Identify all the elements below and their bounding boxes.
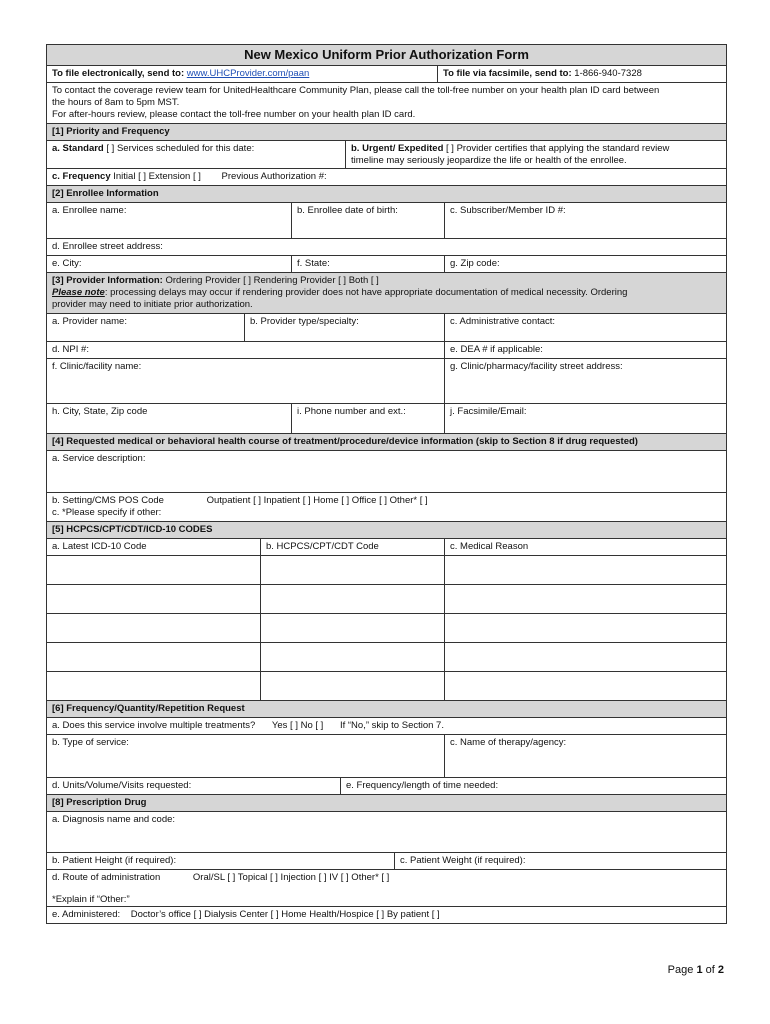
fax-email-field[interactable]: j. Facsimile/Email: [444,404,726,433]
note-label: Please note [52,287,105,298]
hcpcs-input[interactable] [260,556,444,584]
administered-label: e. Administered: [52,909,121,920]
route-label: d. Route of administration [52,872,161,883]
admin-contact-field[interactable]: c. Administrative contact: [444,314,726,341]
explain-other-label: *Explain if “Other:” [52,894,130,905]
section-3-heading-row [47,272,726,313]
fax-submission [437,66,726,82]
page-of: of [705,964,715,976]
administered-options: Doctor’s office [ ] Dialysis Center [ ] Home Health/Hospice [ ] By patient [ ] [130,909,440,920]
icd-column-header: a. Latest ICD-10 Code [52,541,147,552]
icd-input[interactable] [47,556,260,584]
enrollee-street-row [47,238,726,255]
urgent-text-1: [ ] Provider certifies that applying the standard review [446,143,670,154]
standard-field[interactable] [47,141,345,168]
diagnosis-row [47,811,726,852]
administered-field[interactable] [47,907,726,923]
page-total: 2 [717,964,724,976]
frequency-row [47,168,726,185]
provider-contact-row [47,403,726,433]
contact-info [47,83,726,123]
reason-input[interactable] [444,585,726,613]
route-field[interactable] [47,870,726,906]
member-id-field[interactable]: c. Subscriber/Member ID #: [444,203,726,238]
enrollee-city-field[interactable]: e. City: [52,258,82,269]
codes-row [47,642,726,671]
administered-row [47,906,726,923]
multiple-note: If “No,” skip to Section 7. [339,720,444,731]
route-options: Oral/SL [ ] Topical [ ] Injection [ ] IV [ ] Other* [ ] [192,872,390,883]
provider-name-field[interactable]: a. Provider name: [52,316,127,327]
setting-options: Outpatient [ ] Inpatient [ ] Home [ ] Office [ ] Other* [ ] [206,495,428,506]
enrollee-state-field[interactable]: f. State: [291,256,444,272]
frequency-needed-field[interactable]: e. Frequency/length of time needed: [340,778,726,794]
height-field[interactable]: b. Patient Height (if required): [52,855,177,866]
multiple-question: a. Does this service involve multiple treatments? [52,720,256,731]
codes-row [47,555,726,584]
dea-field[interactable]: e. DEA # if applicable: [444,342,726,358]
frequency-options: Initial [ ] Extension [ ] [113,171,201,182]
service-description-field[interactable]: a. Service description: [52,453,146,464]
contact-row [47,82,726,123]
section-8-heading: [8] Prescription Drug [47,795,726,811]
setting-row [47,492,726,521]
setting-field[interactable] [47,493,726,521]
section-5-heading-row [47,521,726,538]
therapy-name-field[interactable]: c. Name of therapy/agency: [444,735,726,777]
codes-row [47,584,726,613]
provider-role-options[interactable]: Ordering Provider [ ] Rendering Provider [ ] Both [ ] [165,275,379,286]
hcpcs-column-header: b. HCPCS/CPT/CDT Code [260,539,444,555]
standard-text: [ ] Services scheduled for this date: [106,143,255,154]
section-4-heading-row [47,433,726,450]
contact-line-2: the hours of 8am to 5pm MST. [52,97,180,108]
section-3-header [47,273,726,313]
section-8-heading-row [47,795,726,811]
urgent-text-2: timeline may seriously jeopardize the life or health of the enrollee. [351,155,627,166]
setting-label: b. Setting/CMS POS Code [52,495,164,506]
electronic-submission [47,66,437,82]
hcpcs-input[interactable] [260,614,444,642]
hcpcs-input[interactable] [260,585,444,613]
npi-field[interactable]: d. NPI #: [52,344,89,355]
standard-label: a. Standard [52,143,104,154]
frequency-label: c. Frequency [52,171,111,182]
multiple-options: Yes [ ] No [ ] [271,720,324,731]
page-label: Page [667,964,694,976]
uhc-provider-link[interactable]: www.UHCProvider.com/paan [186,68,310,79]
clinic-row [47,358,726,403]
fax-number: 1-866-940-7328 [574,68,642,79]
fax-label: To file via facsimile, send to: [443,68,572,79]
section-2-heading-row [47,185,726,202]
service-type-row [47,734,726,777]
icd-input[interactable] [47,672,260,700]
enrollee-city-row [47,255,726,272]
section-2-heading: [2] Enrollee Information [47,186,726,202]
reason-input[interactable] [444,556,726,584]
note-text-1: : processing delays may occur if rendering provider does not have appropriate documentation of medical necessity. Ordering [104,287,628,298]
form-title: New Mexico Uniform Prior Authorization Form [47,45,726,65]
form-title-row [47,45,726,65]
submission-row [47,65,726,82]
note-text-2: provider may need to initiate prior authorization. [52,299,253,310]
height-weight-row [47,852,726,869]
enrollee-street-field[interactable]: d. Enrollee street address: [52,241,163,252]
section-1-heading: [1] Priority and Frequency [47,124,726,140]
previous-auth-label: Previous Authorization #: [221,171,327,182]
service-type-field[interactable]: b. Type of service: [52,737,129,748]
icd-input[interactable] [47,585,260,613]
route-row [47,869,726,906]
enrollee-dob-field[interactable]: b. Enrollee date of birth: [291,203,444,238]
clinic-name-field[interactable]: f. Clinic/facility name: [52,361,142,372]
prior-authorization-form [46,44,727,795]
enrollee-zip-field[interactable]: g. Zip code: [444,256,726,272]
section-4-heading: [4] Requested medical or behavioral health course of treatment/procedure/device information (skip to Section 8 if drug requested) [47,434,726,450]
units-row [47,777,726,794]
hcpcs-input[interactable] [260,672,444,700]
section-3-heading: [3] Provider Information: [52,275,163,286]
reason-input[interactable] [444,643,726,671]
hcpcs-input[interactable] [260,643,444,671]
reason-input[interactable] [444,672,726,700]
diagnosis-field[interactable]: a. Diagnosis name and code: [52,814,176,825]
service-description-row [47,450,726,492]
urgent-field[interactable] [345,141,726,168]
page-number: 1 [696,964,703,976]
contact-line-1: To contact the coverage review team for UnitedHealthcare Community Plan, please call the toll-free number on your health plan ID card between [52,85,660,96]
section-6-heading-row [47,700,726,717]
npi-row [47,341,726,358]
multiple-treatments-row [47,717,726,734]
provider-name-row [47,313,726,341]
enrollee-name-field[interactable]: a. Enrollee name: [52,205,127,216]
clinic-address-field[interactable]: g. Clinic/pharmacy/facility street address: [444,359,726,403]
prescription-drug-form [46,794,727,924]
specify-other-label: c. *Please specify if other: [52,507,162,518]
reason-input[interactable] [444,614,726,642]
codes-row [47,671,726,700]
section-5-heading: [5] HCPCS/CPT/CDT/ICD-10 CODES [47,522,726,538]
enrollee-id-row [47,202,726,238]
weight-field[interactable]: c. Patient Weight (if required): [394,853,726,869]
section-1-heading-row [47,123,726,140]
page-indicator [668,964,724,976]
electronic-label: To file electronically, send to: [52,68,185,79]
section-6-heading: [6] Frequency/Quantity/Repetition Request [47,701,726,717]
priority-row [47,140,726,168]
contact-line-3: For after-hours review, please contact the toll-free number on your health plan ID card. [52,109,416,120]
phone-field[interactable]: i. Phone number and ext.: [291,404,444,433]
codes-row [47,613,726,642]
city-state-zip-field[interactable]: h. City, State, Zip code [52,406,148,417]
icd-input[interactable] [47,614,260,642]
provider-type-field[interactable]: b. Provider type/specialty: [244,314,444,341]
icd-input[interactable] [47,643,260,671]
reason-column-header: c. Medical Reason [444,539,726,555]
codes-header-row [47,538,726,555]
frequency-field[interactable] [47,169,726,185]
units-field[interactable]: d. Units/Volume/Visits requested: [52,780,192,791]
urgent-label: b. Urgent/ Expedited [351,143,444,154]
multiple-treatments-field[interactable] [47,718,726,734]
